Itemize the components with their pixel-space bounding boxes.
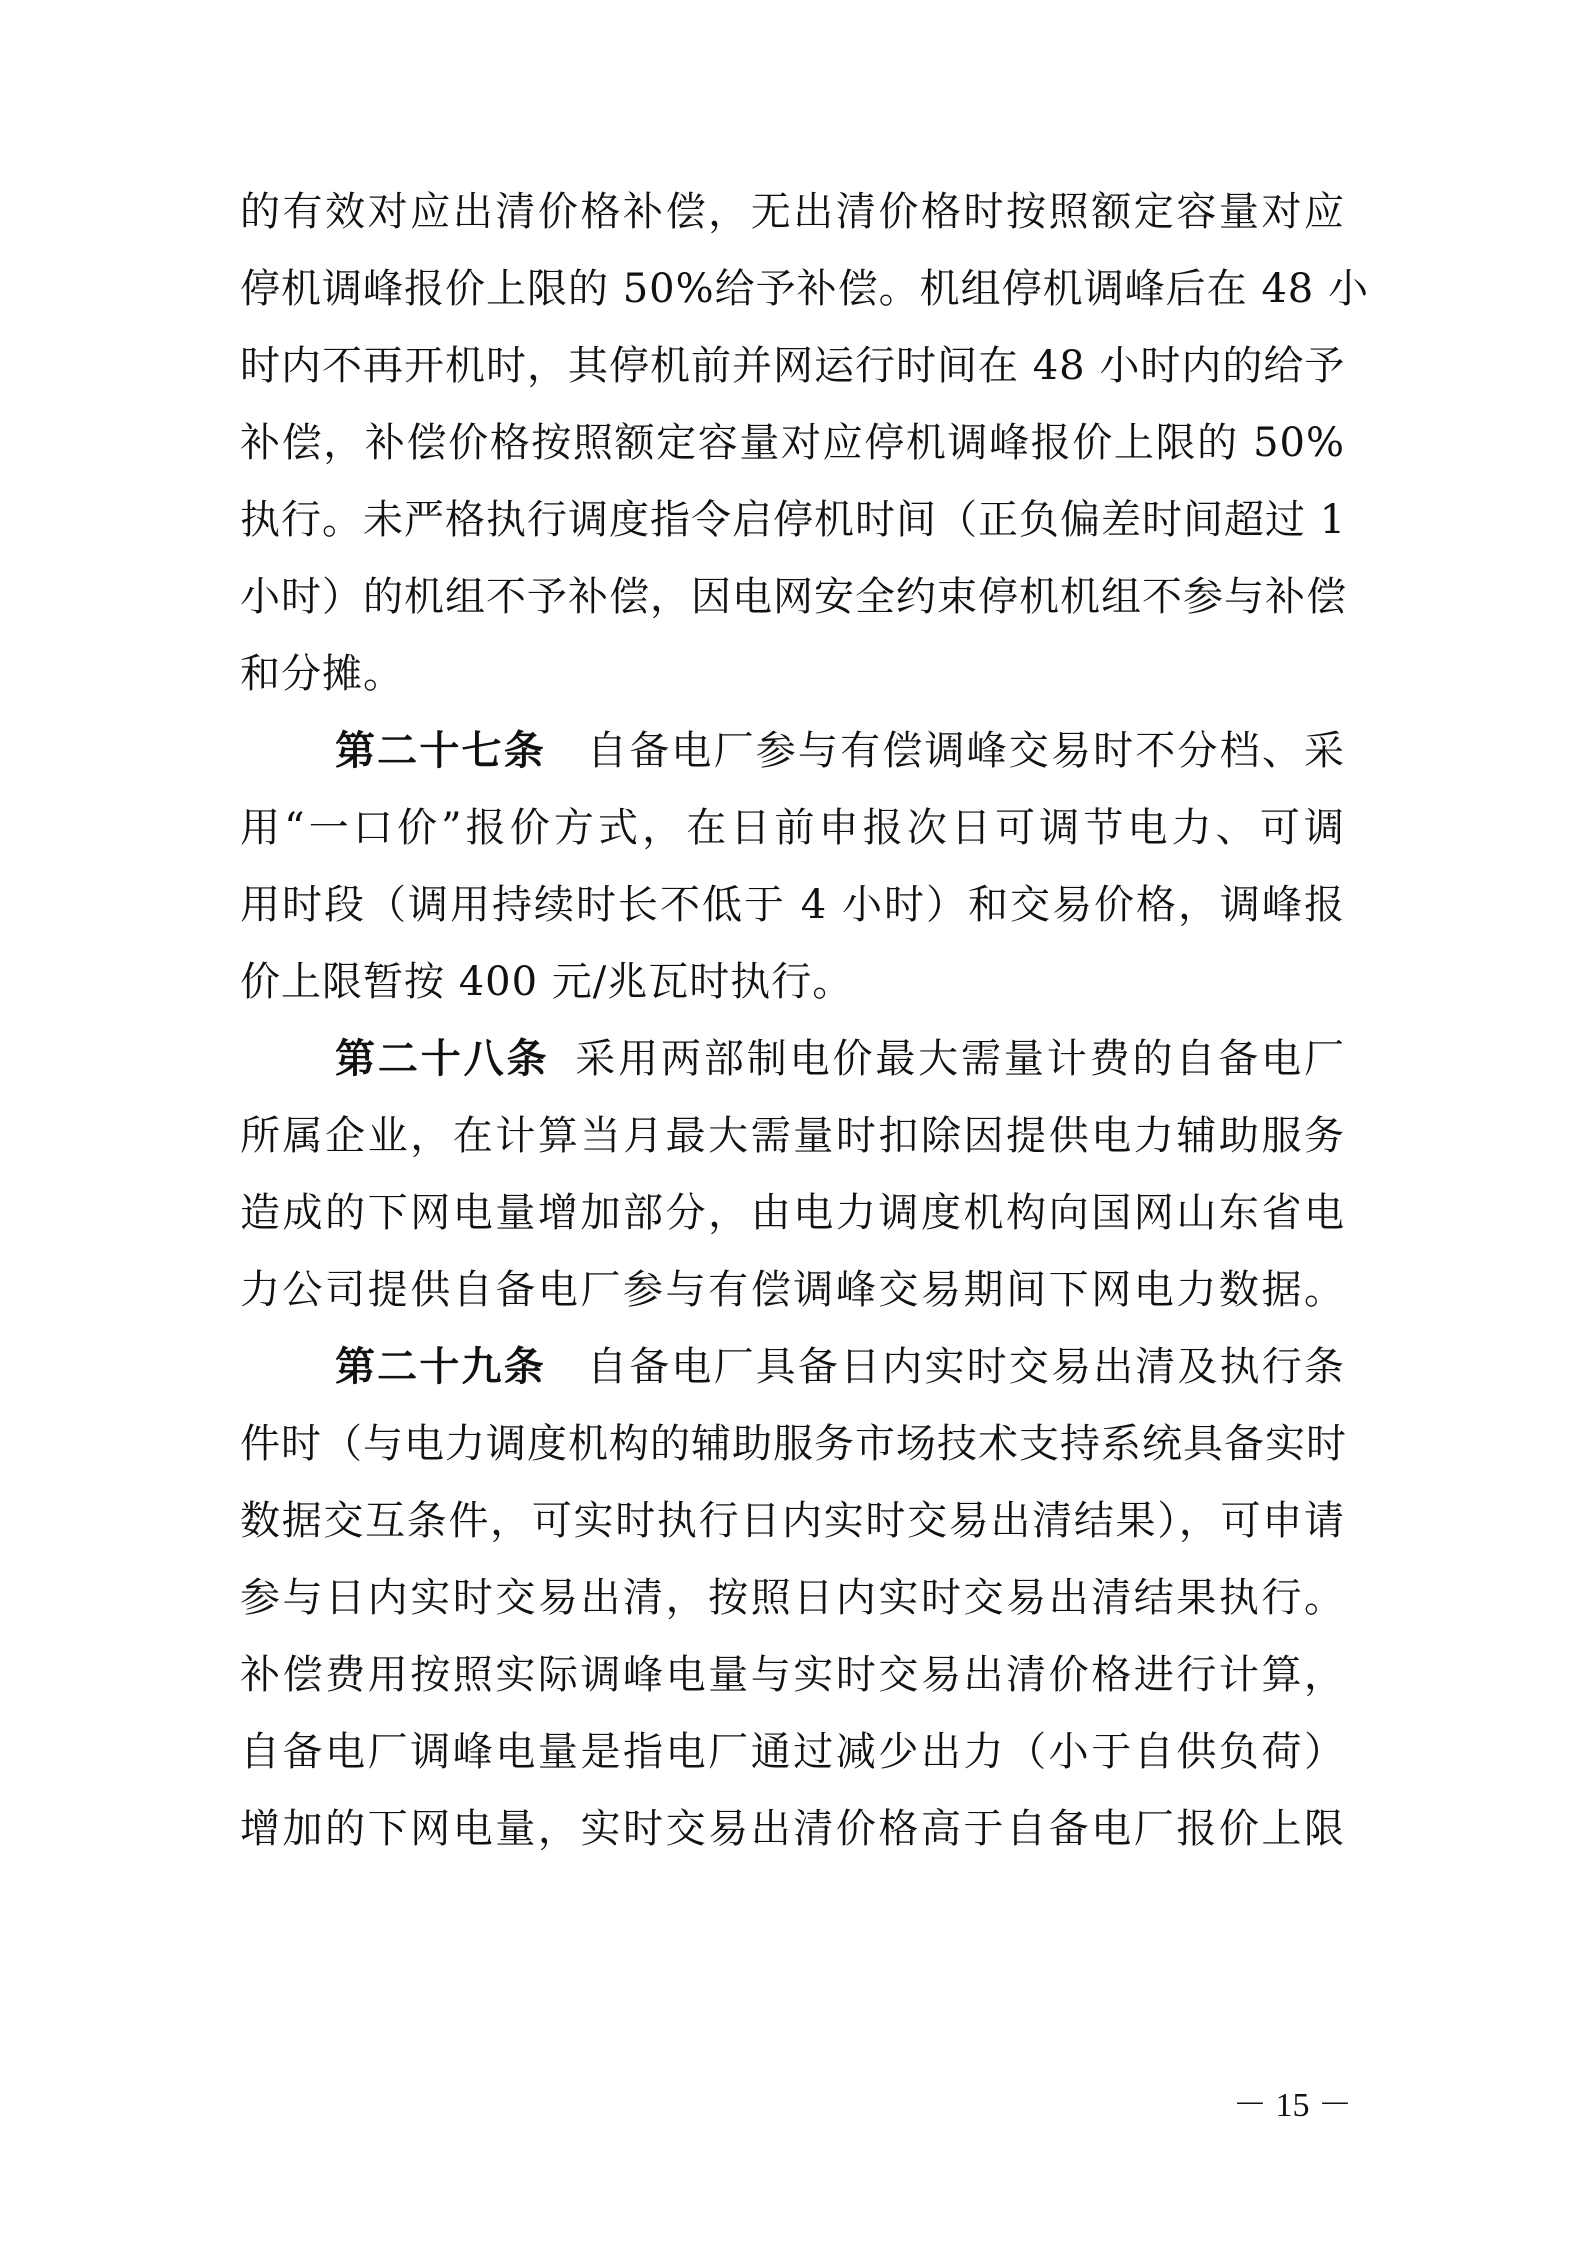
text-line: 增加的下网电量，实时交易出清价格高于自备电厂报价上限 [240,1806,1345,1852]
text-line: 执行。未严格执行调度指令启停机时间（正负偏差时间超过 1 [240,497,1347,543]
text-line: 补偿，补偿价格按照额定容量对应停机调峰报价上限的 50% [240,420,1345,466]
text-line: 力公司提供自备电厂参与有偿调峰交易期间下网电力数据。 [240,1267,1345,1313]
article-heading: 第二十九条 [335,1343,546,1390]
text-line: 补偿费用按照实际调峰电量与实时交易出清价格进行计算， [240,1652,1345,1698]
text-line: 小时）的机组不予补偿，因电网安全约束停机机组不参与补偿 [240,574,1347,620]
text-line: 用时段（调用持续时长不低于 4 小时）和交易价格，调峰报 [240,882,1345,928]
article-29-first-line [335,1343,1345,1391]
article-28-first-line [335,1035,1345,1083]
text-line: 停机调峰报价上限的 50%给予补偿。机组停机调峰后在 48 小 [240,266,1369,312]
text-line: 自备电厂调峰电量是指电厂通过减少出力（小于自供负荷） [240,1729,1345,1775]
text-line: 采用两部制电价最大需量计费的自备电厂 [573,1036,1346,1082]
text-line: 和分摊。 [240,651,404,697]
page-number: － 15 － [1233,2087,1352,2124]
text-line: 的有效对应出清价格补偿，无出清价格时按照额定容量对应 [240,189,1345,235]
text-line: 时内不再开机时，其停机前并网运行时间在 48 小时内的给予 [240,343,1346,389]
text-line: 价上限暂按 400 元/兆瓦时执行。 [240,959,854,1005]
text-line: 数据交互条件，可实时执行日内实时交易出清结果），可申请 [240,1498,1345,1544]
text-line: 自备电厂具备日内实时交易出清及执行条 [585,1344,1346,1390]
text-line: 用“一口价”报价方式，在日前申报次日可调节电力、可调 [240,805,1345,851]
text-line: 参与日内实时交易出清，按照日内实时交易出清结果执行。 [240,1575,1345,1621]
article-heading: 第二十八条 [335,1035,550,1082]
article-heading: 第二十七条 [335,727,546,774]
article-27-first-line [335,727,1345,775]
text-line: 自备电厂参与有偿调峰交易时不分档、采 [585,728,1346,774]
text-line: 件时（与电力调度机构的辅助服务市场技术支持系统具备实时 [240,1421,1347,1467]
text-line: 所属企业，在计算当月最大需量时扣除因提供电力辅助服务 [240,1113,1345,1159]
text-line: 造成的下网电量增加部分，由电力调度机构向国网山东省电 [240,1190,1345,1236]
